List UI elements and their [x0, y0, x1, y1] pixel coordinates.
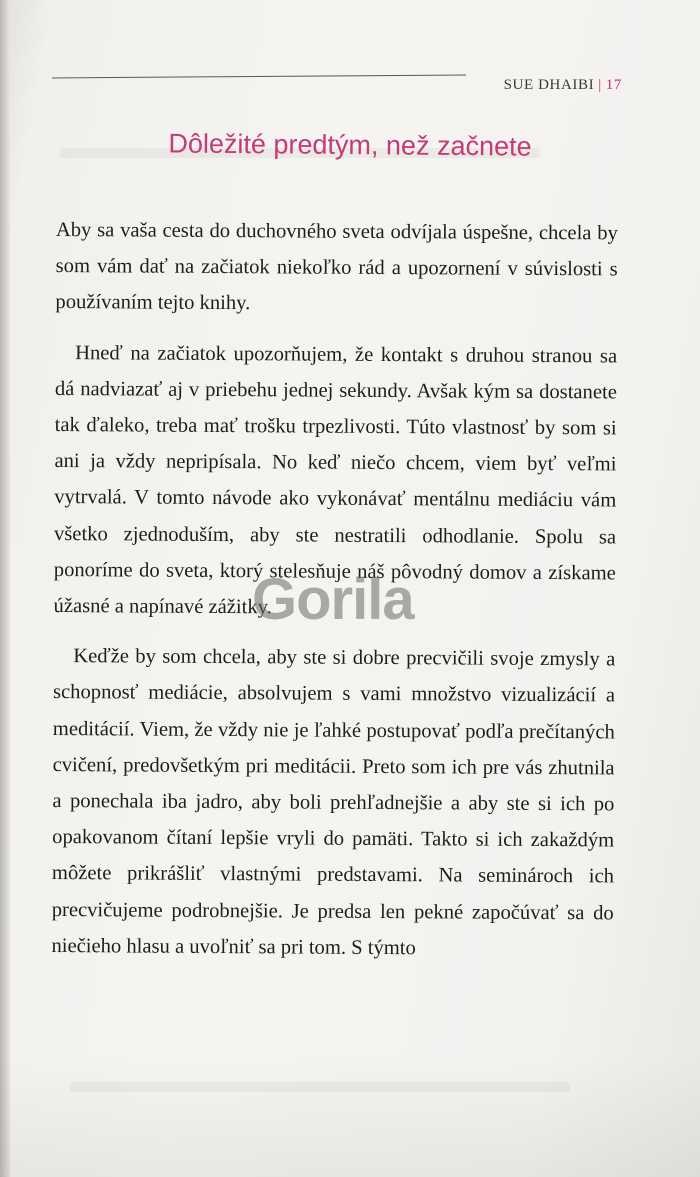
- show-through-text: [70, 1082, 570, 1092]
- running-head: [504, 77, 622, 94]
- page-number: 17: [605, 77, 622, 93]
- header-separator: |: [598, 77, 602, 93]
- header-rule: [52, 75, 466, 79]
- watermark-logo: Gorila: [252, 567, 414, 632]
- author-name: SUE DHAIBI: [503, 77, 595, 93]
- chapter-title: Dôležité predtým, než začnete: [168, 128, 532, 162]
- running-header: [52, 72, 622, 96]
- body-text: [51, 212, 618, 967]
- paragraph: Hneď na začiatok upozorňujem, že kontakt s druhou stranou sa dá nadviazať aj v priebehu jednej sekundy. Avšak kým sa dostanete tak ďaleko, treba mať trošku trpezlivosti. Túto vlastnosť by som si ani ja vždy nepripísala. No keď niečo chcem, viem byť veľmi vytrvalá. V tomto návode ako vykonávať mentálnu mediáciu vám všetko zjednoduším, aby ste nestratili odhodlanie. Spolu sa ponoríme do sveta, ktorý stelesňuje náš pôvodný domov a získame úžasné a napínavé zážitky.: [53, 341, 618, 619]
- paragraph: Aby sa vaša cesta do duchovného sveta odvíjala úspešne, chcela by som vám dať na začiatok niekoľko rád a upozornení v súvislosti s používaním tejto knihy.: [55, 218, 618, 315]
- paragraph: Keďže by som chcela, aby ste si dobre precvičili svoje zmysly a schopnosť mediácie, absolvujem s vami množstvo vizualizácií a meditácií. Viem, že vždy nie je ľahké postupovať podľa prečítaných cvičení, predovšetkým pri meditácii. Preto som ich pre vás zhutnila a ponechala iba jadro, aby boli prehľadnejšie a aby ste si ich po opakovanom čítaní lepšie vryli do pamäti. Takto si ich zakaždým môžete prikrášliť vlastnými predstavami. Na seminároch ich precvičujeme podrobnejšie. Je predsa len pekné započúvať sa do niečieho hlasu a uvoľniť sa pri tom. S týmto: [51, 645, 616, 960]
